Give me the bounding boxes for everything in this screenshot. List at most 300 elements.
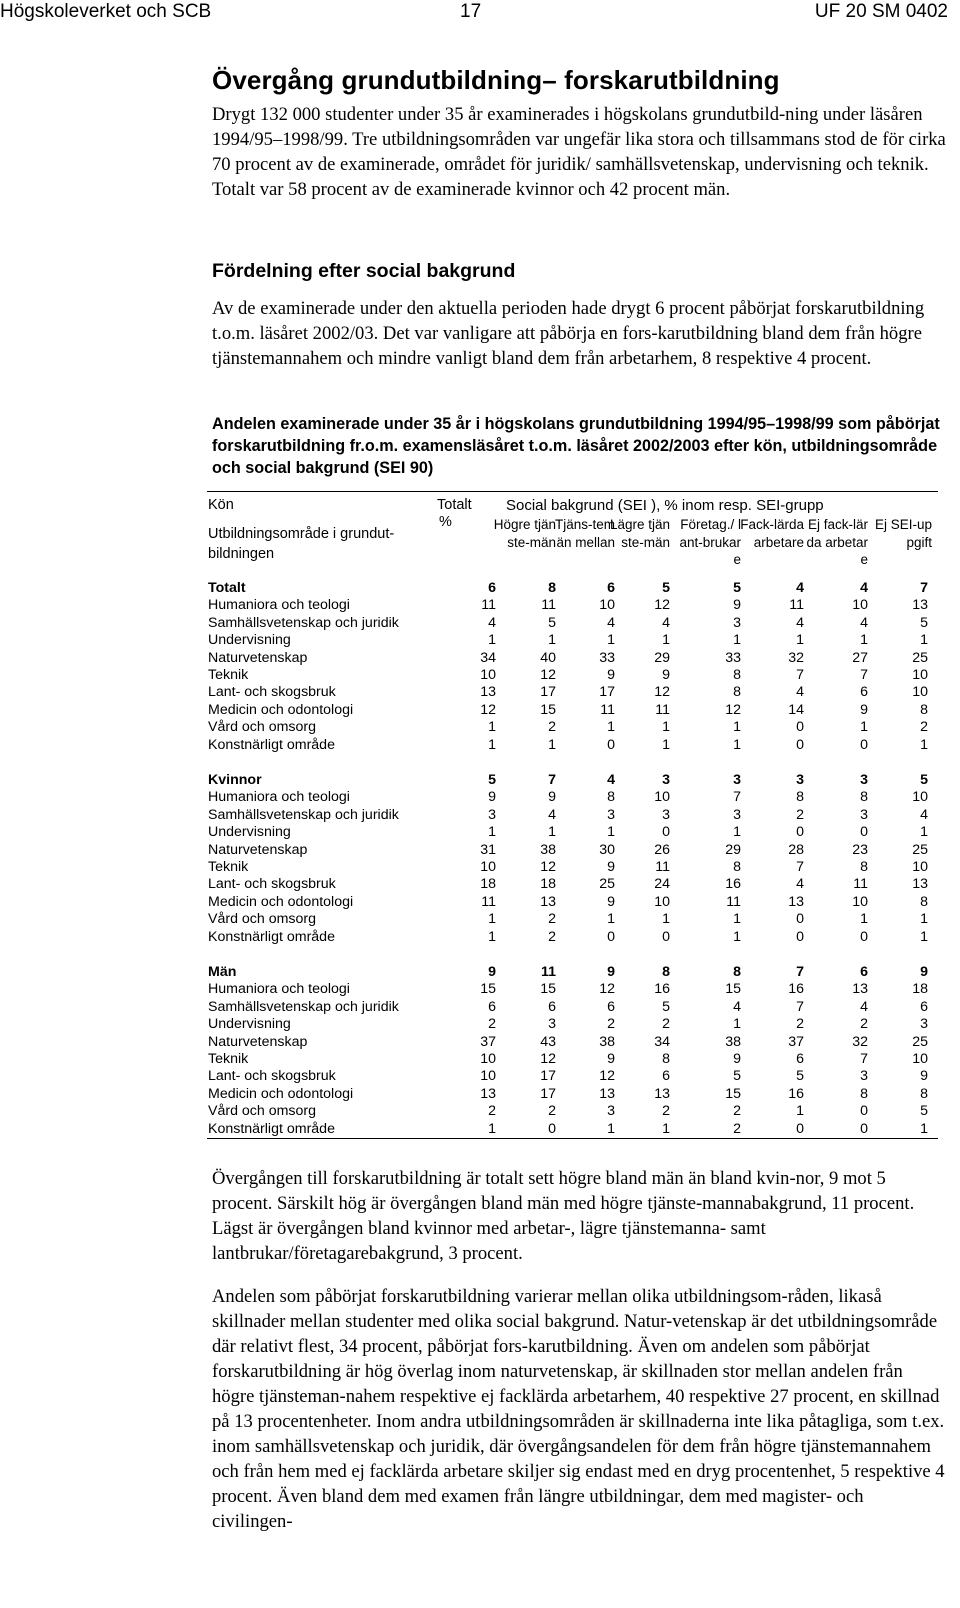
cell-value: 5 bbox=[733, 1068, 741, 1085]
cell-value: 1 bbox=[733, 632, 741, 649]
cell-value: 7 bbox=[920, 580, 928, 596]
cell-value: 5 bbox=[920, 614, 928, 631]
cell-value: 6 bbox=[607, 998, 615, 1015]
cell-value: 10 bbox=[852, 597, 868, 614]
cell-value: 8 bbox=[920, 1085, 928, 1102]
table-row bbox=[0, 615, 960, 632]
cell-value: 15 bbox=[725, 981, 741, 998]
cell-value: 9 bbox=[607, 859, 615, 875]
table-row bbox=[0, 929, 960, 946]
table-row bbox=[0, 650, 960, 667]
cell-value: 0 bbox=[860, 928, 868, 945]
cell-value: 0 bbox=[860, 824, 868, 841]
cell-value: 17 bbox=[540, 684, 556, 701]
cell-value: 8 bbox=[920, 701, 928, 718]
cell-value: 11 bbox=[853, 876, 868, 893]
cell-value: 17 bbox=[599, 684, 615, 701]
cell-value: 2 bbox=[733, 1120, 741, 1137]
cell-value: 16 bbox=[654, 981, 670, 998]
cell-value: 6 bbox=[488, 998, 496, 1015]
table-row bbox=[0, 981, 960, 998]
cell-value: 3 bbox=[733, 772, 741, 788]
cell-value: 25 bbox=[912, 1033, 928, 1050]
table-title: Andelen examinerade under 35 år i högskolans grundutbildning 1994/95–1998/99 som påbörjat forskarutbildning fr.o.m. examensläsåret t.o.m. läsåret 2002/2003 efter kön, utbildningsområde och social bakgrund (SEI 90) bbox=[212, 415, 940, 477]
cell-value: 1 bbox=[860, 719, 868, 736]
table-row bbox=[0, 1051, 960, 1068]
cell-value: 8 bbox=[860, 859, 868, 875]
cell-value: 32 bbox=[788, 649, 804, 666]
cell-value: 1 bbox=[920, 632, 928, 649]
cell-value: 1 bbox=[920, 1120, 928, 1137]
cell-value: 29 bbox=[654, 649, 670, 666]
cell-value: 1 bbox=[860, 911, 868, 928]
cell-value: 12 bbox=[540, 667, 556, 683]
cell-value: 3 bbox=[488, 806, 496, 823]
cell-value: 13 bbox=[599, 1085, 615, 1102]
cell-value: 25 bbox=[912, 841, 928, 858]
cell-value: 6 bbox=[607, 580, 615, 596]
cell-value: 4 bbox=[860, 614, 868, 631]
cell-value: 9 bbox=[607, 893, 615, 910]
table-row bbox=[0, 964, 960, 981]
cell-value: 4 bbox=[796, 876, 804, 893]
cell-value: 9 bbox=[920, 964, 928, 980]
column-header: Högre tjänste-män bbox=[493, 517, 556, 550]
cell-value: 8 bbox=[548, 580, 556, 596]
cell-value: 1 bbox=[488, 824, 496, 841]
cell-value: 2 bbox=[796, 1016, 804, 1033]
cell-value: 7 bbox=[733, 789, 741, 806]
header-publisher: Högskoleverket och SCB bbox=[0, 1, 212, 22]
row-label: Teknik bbox=[208, 667, 249, 683]
cell-value: 6 bbox=[662, 1068, 670, 1085]
cell-value: 1 bbox=[733, 928, 741, 945]
cell-value: 5 bbox=[920, 772, 928, 788]
cell-value: 9 bbox=[733, 597, 741, 614]
cell-value: 0 bbox=[548, 1120, 556, 1137]
cell-value: 3 bbox=[733, 806, 741, 823]
cell-value: 11 bbox=[481, 893, 496, 910]
cell-value: 1 bbox=[733, 911, 741, 928]
cell-value: 17 bbox=[540, 1068, 556, 1085]
cell-value: 10 bbox=[912, 667, 928, 683]
cell-value: 16 bbox=[725, 876, 741, 893]
cell-value: 1 bbox=[548, 824, 556, 841]
cell-value: 12 bbox=[480, 701, 496, 718]
cell-value: 8 bbox=[733, 859, 741, 875]
cell-value: 1 bbox=[733, 1016, 741, 1033]
cell-value: 0 bbox=[662, 824, 670, 841]
cell-value: 1 bbox=[920, 824, 928, 841]
row-label: Konstnärligt område bbox=[208, 1120, 335, 1137]
cell-value: 16 bbox=[788, 1085, 804, 1102]
table-row bbox=[0, 894, 960, 911]
cell-value: 3 bbox=[607, 806, 615, 823]
cell-value: 7 bbox=[796, 667, 804, 683]
table-row bbox=[0, 911, 960, 928]
row-label: Lant- och skogsbruk bbox=[208, 1068, 336, 1085]
table-row bbox=[0, 859, 960, 876]
cell-value: 0 bbox=[796, 1120, 804, 1137]
cell-value: 4 bbox=[607, 772, 615, 788]
row-label: Vård och omsorg bbox=[208, 719, 317, 736]
cell-value: 4 bbox=[920, 806, 928, 823]
cell-value: 5 bbox=[488, 772, 496, 788]
cell-value: 1 bbox=[796, 632, 804, 649]
cell-value: 7 bbox=[796, 964, 804, 980]
cell-value: 28 bbox=[788, 841, 804, 858]
cell-value: 2 bbox=[796, 806, 804, 823]
cell-value: 15 bbox=[725, 1085, 741, 1102]
cell-value: 1 bbox=[488, 719, 496, 736]
cell-value: 9 bbox=[548, 789, 556, 806]
totalt-head: Totalt bbox=[437, 497, 472, 513]
cell-value: 5 bbox=[662, 998, 670, 1015]
row-label: Samhällsvetenskap och juridik bbox=[208, 806, 399, 823]
cell-value: 0 bbox=[662, 928, 670, 945]
cell-value: 8 bbox=[733, 964, 741, 980]
cell-value: 8 bbox=[607, 789, 615, 806]
section-paragraph: Av de examinerade under den aktuella perioden hade drygt 6 procent påbörjat forskarutbildning t.o.m. läsåret 2002/03. Det var vanligare att påbörja en fors-karutbildning bland dem från högre tjänstemannahem och mindre vanligt bland dem från arbetarhem, 8 respektive 4 procent. bbox=[212, 298, 925, 369]
cell-value: 6 bbox=[860, 684, 868, 701]
cell-value: 1 bbox=[733, 719, 741, 736]
row-label: Lant- och skogsbruk bbox=[208, 684, 336, 701]
cell-value: 9 bbox=[488, 789, 496, 806]
column-header: Lägre tjänste-män bbox=[609, 517, 670, 550]
row-label: Medicin och odontologi bbox=[208, 1085, 354, 1102]
cell-value: 8 bbox=[662, 964, 670, 980]
column-header: Ej fack-lärda arbetare bbox=[806, 517, 868, 567]
cell-value: 5 bbox=[920, 1103, 928, 1120]
cell-value: 12 bbox=[654, 684, 670, 701]
cell-value: 2 bbox=[860, 1016, 868, 1033]
cell-value: 16 bbox=[788, 981, 804, 998]
page-title: Övergång grundutbildning– forskarutbildning bbox=[212, 65, 780, 95]
cell-value: 3 bbox=[920, 1016, 928, 1033]
cell-value: 4 bbox=[860, 580, 868, 596]
cell-value: 0 bbox=[796, 824, 804, 841]
cell-value: 8 bbox=[796, 789, 804, 806]
cell-value: 0 bbox=[796, 911, 804, 928]
table-row bbox=[0, 772, 960, 789]
cell-value: 24 bbox=[654, 876, 670, 893]
cell-value: 25 bbox=[599, 876, 615, 893]
row-label: Naturvetenskap bbox=[208, 841, 308, 858]
cell-value: 1 bbox=[920, 911, 928, 928]
cell-value: 4 bbox=[796, 580, 804, 596]
cell-value: 10 bbox=[480, 1051, 496, 1067]
table-row bbox=[0, 737, 960, 754]
cell-value: 31 bbox=[480, 841, 496, 858]
cell-value: 18 bbox=[912, 981, 928, 998]
cell-value: 7 bbox=[548, 772, 556, 788]
cell-value: 29 bbox=[725, 841, 741, 858]
cell-value: 2 bbox=[548, 911, 556, 928]
table-row bbox=[0, 789, 960, 806]
table-row bbox=[0, 1034, 960, 1051]
table-bottom-rule bbox=[207, 1138, 938, 1139]
cell-value: 32 bbox=[852, 1033, 868, 1050]
cell-value: 38 bbox=[540, 841, 556, 858]
cell-value: 1 bbox=[548, 736, 556, 753]
cell-value: 9 bbox=[607, 1051, 615, 1067]
cell-value: 3 bbox=[860, 772, 868, 788]
cell-value: 1 bbox=[488, 736, 496, 753]
row-label: Lant- och skogsbruk bbox=[208, 876, 336, 893]
cell-value: 3 bbox=[733, 614, 741, 631]
cell-value: 1 bbox=[662, 1120, 670, 1137]
column-header: Företag./ lant-brukare bbox=[679, 517, 741, 567]
cell-value: 2 bbox=[662, 1016, 670, 1033]
row-label: Män bbox=[208, 964, 237, 980]
cell-value: 7 bbox=[860, 1051, 868, 1067]
cell-value: 3 bbox=[662, 806, 670, 823]
cell-value: 11 bbox=[789, 597, 804, 614]
after-paragraph-2: Andelen som påbörjat forskarutbildning varierar mellan olika utbildningsom-råden, likaså skillnader mellan studenter med olika social bakgrund. Natur-vetenskap är det utbildningsområde där relativt flest, 34 procent, påbörjat fors-karutbildning. Även om andelen som påbörjat forskarutbildning är hög överlag inom naturvetenskap, är skillnaden stor mellan andelen från högre tjänsteman-nahem respektive ej facklärda arbetarhem, 40 respektive 27 procent, en skillnad på 13 procentenheter. Inom andra utbildningsområden är skillnaderna inte lika påtagliga, som t.ex. inom samhällsvetenskap och juridik, där övergångsandelen för dem från högre tjänstemannahem och från hem med ej facklärda arbetare skiljer sig endast med en dryg procentenhet, 5 respektive 4 procent. Även bland dem med examen från längre utbildningar, dem med magister- och civilingen- bbox=[212, 1286, 945, 1532]
cell-value: 8 bbox=[920, 893, 928, 910]
cell-value: 17 bbox=[540, 1085, 556, 1102]
cell-value: 1 bbox=[733, 736, 741, 753]
cell-value: 30 bbox=[599, 841, 615, 858]
cell-value: 4 bbox=[796, 614, 804, 631]
cell-value: 2 bbox=[548, 928, 556, 945]
cell-value: 14 bbox=[788, 701, 804, 718]
table-row bbox=[0, 807, 960, 824]
cell-value: 8 bbox=[662, 1051, 670, 1067]
cell-value: 1 bbox=[488, 928, 496, 945]
cell-value: 1 bbox=[733, 824, 741, 841]
cell-value: 27 bbox=[852, 649, 868, 666]
row-label: Teknik bbox=[208, 859, 249, 875]
cell-value: 4 bbox=[733, 998, 741, 1015]
cell-value: 25 bbox=[912, 649, 928, 666]
cell-value: 11 bbox=[481, 597, 496, 614]
row-label: Kvinnor bbox=[208, 772, 262, 788]
cell-value: 13 bbox=[654, 1085, 670, 1102]
cell-value: 12 bbox=[540, 859, 556, 875]
cell-value: 1 bbox=[488, 1120, 496, 1137]
cell-value: 2 bbox=[607, 1016, 615, 1033]
cell-value: 1 bbox=[548, 632, 556, 649]
cell-value: 1 bbox=[662, 736, 670, 753]
row-label: Samhällsvetenskap och juridik bbox=[208, 998, 399, 1015]
cell-value: 1 bbox=[607, 911, 615, 928]
cell-value: 0 bbox=[796, 719, 804, 736]
column-header: Tjäns-temän mellan bbox=[554, 517, 615, 550]
cell-value: 4 bbox=[548, 806, 556, 823]
cell-value: 1 bbox=[662, 719, 670, 736]
cell-value: 1 bbox=[796, 1103, 804, 1120]
cell-value: 43 bbox=[540, 1033, 556, 1050]
cell-value: 13 bbox=[788, 893, 804, 910]
cell-value: 10 bbox=[599, 597, 615, 614]
cell-value: 1 bbox=[607, 824, 615, 841]
cell-value: 4 bbox=[662, 614, 670, 631]
cell-value: 0 bbox=[860, 736, 868, 753]
cell-value: 10 bbox=[912, 789, 928, 806]
cell-value: 6 bbox=[860, 964, 868, 980]
cell-value: 10 bbox=[852, 893, 868, 910]
cell-value: 11 bbox=[726, 893, 741, 910]
cell-value: 12 bbox=[654, 597, 670, 614]
cell-value: 8 bbox=[733, 684, 741, 701]
cell-value: 11 bbox=[655, 859, 670, 875]
cell-value: 37 bbox=[788, 1033, 804, 1050]
cell-value: 9 bbox=[733, 1051, 741, 1067]
row-label: Medicin och odontologi bbox=[208, 893, 354, 910]
row-label: Vård och omsorg bbox=[208, 911, 317, 928]
cell-value: 1 bbox=[920, 928, 928, 945]
section-heading: Fördelning efter social bakgrund bbox=[212, 260, 516, 282]
cell-value: 9 bbox=[607, 667, 615, 683]
cell-value: 11 bbox=[541, 964, 556, 980]
page-number: 17 bbox=[460, 1, 482, 22]
cell-value: 13 bbox=[540, 893, 556, 910]
percent-sign: % bbox=[439, 514, 452, 530]
row-label: Totalt bbox=[208, 580, 246, 596]
cell-value: 10 bbox=[912, 1051, 928, 1067]
cell-value: 9 bbox=[607, 964, 615, 980]
cell-value: 10 bbox=[654, 789, 670, 806]
cell-value: 10 bbox=[654, 893, 670, 910]
table-row bbox=[0, 1086, 960, 1103]
table-row bbox=[0, 824, 960, 841]
cell-value: 2 bbox=[733, 1103, 741, 1120]
cell-value: 13 bbox=[480, 1085, 496, 1102]
cell-value: 7 bbox=[860, 667, 868, 683]
cell-value: 6 bbox=[488, 580, 496, 596]
cell-value: 9 bbox=[860, 701, 868, 718]
cell-value: 1 bbox=[920, 736, 928, 753]
cell-value: 6 bbox=[548, 998, 556, 1015]
cell-value: 11 bbox=[541, 597, 556, 614]
table-row bbox=[0, 842, 960, 859]
table-row bbox=[0, 1103, 960, 1120]
cell-value: 18 bbox=[540, 876, 556, 893]
cell-value: 1 bbox=[607, 1120, 615, 1137]
cell-value: 0 bbox=[607, 928, 615, 945]
intro-paragraph: Drygt 132 000 studenter under 35 år examinerades i högskolans grundutbild-ning under läsåren 1994/95–1998/99. Tre utbildningsområden var ungefär lika stora och tillsammans stod de för cirka 70 procent av de examinerade, området för juridik/ samhällsvetenskap, undervisning och teknik. Totalt var 58 procent av de examinerade kvinnor och 42 procent män. bbox=[212, 104, 946, 200]
cell-value: 1 bbox=[860, 632, 868, 649]
cell-value: 3 bbox=[796, 772, 804, 788]
cell-value: 12 bbox=[725, 701, 741, 718]
table-row bbox=[0, 1068, 960, 1085]
cell-value: 3 bbox=[607, 1103, 615, 1120]
cell-value: 38 bbox=[599, 1033, 615, 1050]
table-row bbox=[0, 999, 960, 1016]
cell-value: 10 bbox=[480, 667, 496, 683]
cell-value: 1 bbox=[662, 632, 670, 649]
cell-value: 1 bbox=[662, 911, 670, 928]
cell-value: 13 bbox=[480, 684, 496, 701]
row-label: Naturvetenskap bbox=[208, 1033, 308, 1050]
table-top-rule bbox=[207, 491, 938, 492]
cell-value: 0 bbox=[796, 736, 804, 753]
page-header bbox=[0, 0, 960, 26]
cell-value: 0 bbox=[860, 1103, 868, 1120]
cell-value: 4 bbox=[796, 684, 804, 701]
cell-value: 0 bbox=[860, 1120, 868, 1137]
cell-value: 2 bbox=[548, 1103, 556, 1120]
cell-value: 5 bbox=[662, 580, 670, 596]
cell-value: 40 bbox=[540, 649, 556, 666]
cell-value: 2 bbox=[488, 1103, 496, 1120]
row-label: Medicin och odontologi bbox=[208, 701, 354, 718]
cell-value: 23 bbox=[852, 841, 868, 858]
row-label: Naturvetenskap bbox=[208, 649, 308, 666]
table-row bbox=[0, 632, 960, 649]
cell-value: 5 bbox=[796, 1068, 804, 1085]
table-row bbox=[0, 1121, 960, 1138]
cell-value: 0 bbox=[607, 736, 615, 753]
cell-value: 10 bbox=[912, 684, 928, 701]
table-row bbox=[0, 580, 960, 597]
cell-value: 3 bbox=[860, 1068, 868, 1085]
table-row bbox=[0, 684, 960, 701]
row-label: Undervisning bbox=[208, 824, 291, 841]
cell-value: 18 bbox=[480, 876, 496, 893]
cell-value: 13 bbox=[852, 981, 868, 998]
cell-value: 10 bbox=[480, 859, 496, 875]
cell-value: 2 bbox=[548, 719, 556, 736]
column-header: Ej SEI-uppgift bbox=[874, 517, 932, 550]
cell-value: 4 bbox=[860, 998, 868, 1015]
row-label: Humaniora och teologi bbox=[208, 789, 350, 806]
cell-value: 12 bbox=[599, 1068, 615, 1085]
table-row bbox=[0, 1016, 960, 1033]
cell-value: 2 bbox=[662, 1103, 670, 1120]
cell-value: 34 bbox=[654, 1033, 670, 1050]
label-utbildningsomrade: Utbildningsområde i grundut-bildningen bbox=[208, 526, 395, 562]
cell-value: 1 bbox=[607, 632, 615, 649]
cell-value: 37 bbox=[480, 1033, 496, 1050]
cell-value: 8 bbox=[860, 1085, 868, 1102]
row-label: Humaniora och teologi bbox=[208, 597, 350, 614]
cell-value: 11 bbox=[600, 701, 615, 718]
cell-value: 4 bbox=[488, 614, 496, 631]
row-label: Undervisning bbox=[208, 1016, 291, 1033]
social-bakgrund-head: Social bakgrund (SEI ), % inom resp. SEI-grupp bbox=[506, 497, 824, 514]
row-label: Humaniora och teologi bbox=[208, 981, 350, 998]
column-header: Fack-lärda arbetare bbox=[740, 517, 804, 550]
cell-value: 4 bbox=[607, 614, 615, 631]
cell-value: 2 bbox=[488, 1016, 496, 1033]
cell-value: 15 bbox=[540, 981, 556, 998]
table-row bbox=[0, 597, 960, 614]
cell-value: 1 bbox=[488, 911, 496, 928]
cell-value: 11 bbox=[655, 701, 670, 718]
table-row bbox=[0, 876, 960, 893]
row-label: Samhällsvetenskap och juridik bbox=[208, 614, 399, 631]
row-label: Teknik bbox=[208, 1051, 249, 1067]
cell-value: 9 bbox=[662, 667, 670, 683]
cell-value: 33 bbox=[599, 649, 615, 666]
after-paragraph-1: Övergången till forskarutbildning är totalt sett högre bland män än bland kvin-nor, 9 mot 5 procent. Särskilt hög är övergången bland män med högre tjänste-mannabakgrund, 11 procent. Lägst är övergången bland kvinnor med arbetar-, lägre tjänstemanna- samt lantbrukar/företagarebakgrund, 3 procent. bbox=[212, 1168, 915, 1264]
cell-value: 1 bbox=[607, 719, 615, 736]
cell-value: 1 bbox=[488, 632, 496, 649]
cell-value: 5 bbox=[548, 614, 556, 631]
cell-value: 6 bbox=[796, 1051, 804, 1067]
table-row bbox=[0, 667, 960, 684]
cell-value: 38 bbox=[725, 1033, 741, 1050]
cell-value: 26 bbox=[654, 841, 670, 858]
cell-value: 34 bbox=[480, 649, 496, 666]
cell-value: 9 bbox=[920, 1068, 928, 1085]
cell-value: 10 bbox=[912, 859, 928, 875]
cell-value: 33 bbox=[725, 649, 741, 666]
cell-value: 3 bbox=[548, 1016, 556, 1033]
cell-value: 3 bbox=[662, 772, 670, 788]
